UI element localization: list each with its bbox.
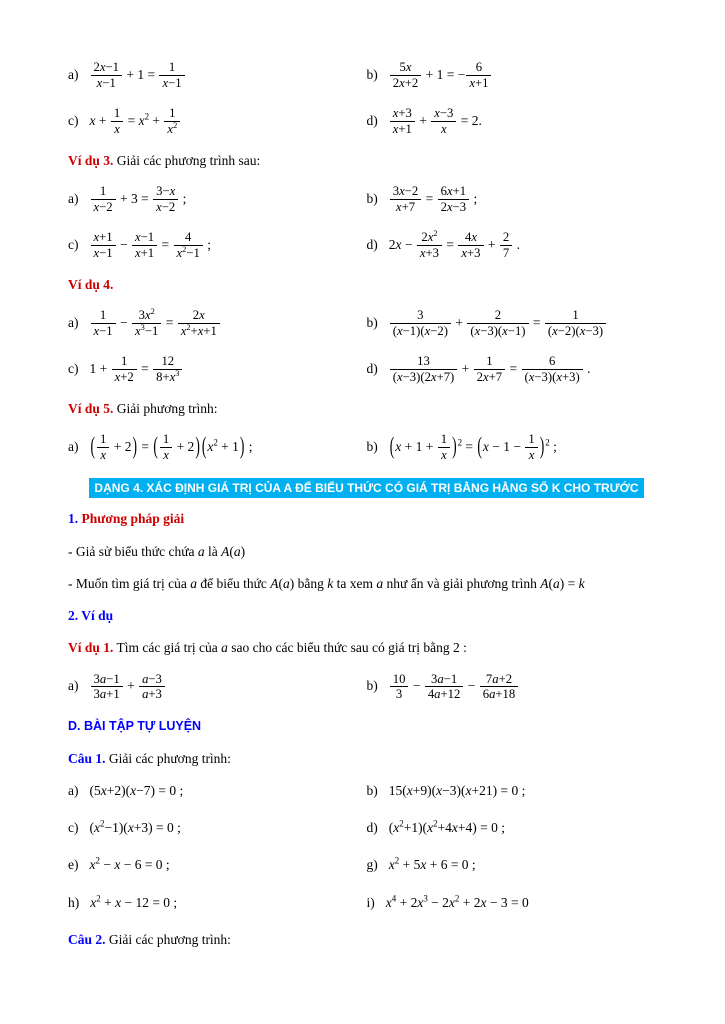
item-label: c)	[68, 820, 79, 836]
text-run: - Muốn tìm giá trị của	[68, 575, 191, 591]
fraction-numerator: 4	[185, 230, 192, 245]
fraction-numerator: 1	[162, 432, 170, 447]
fraction-denominator: $8+x^3$	[153, 369, 182, 385]
text-line	[68, 750, 665, 768]
fraction	[473, 354, 506, 385]
item-label: c)	[68, 236, 79, 252]
math-expression: $\frac{x+3}{x+1}$ + $\frac{x-3}{x}$ = 2.	[389, 113, 482, 128]
item-label: d)	[366, 236, 378, 252]
fraction-denominator: x+1	[132, 245, 157, 261]
fraction-denominator: $x^2$	[164, 121, 180, 137]
text-run: Giải phương trình:	[113, 401, 218, 417]
fraction	[389, 308, 452, 339]
problem-item-right	[367, 60, 666, 91]
problem-item-right	[367, 672, 666, 703]
text-line	[68, 607, 665, 625]
problem-item-right	[367, 782, 666, 800]
fraction	[90, 60, 123, 91]
text-run: Tìm các giá trị của	[113, 640, 222, 656]
problem-item-right	[367, 184, 666, 215]
fraction	[424, 672, 465, 703]
item-label: e)	[68, 857, 79, 873]
fraction	[90, 672, 124, 703]
item-label: a)	[68, 678, 79, 694]
text-run: Giải các phương trình sau:	[113, 152, 261, 168]
fraction-numerator: 2	[502, 230, 510, 245]
item-label: b)	[366, 678, 378, 694]
problem-item-left	[68, 60, 367, 91]
problem-row	[68, 894, 665, 912]
big-paren: (	[153, 431, 158, 459]
fraction	[437, 432, 451, 463]
heading-run: Câu 1.	[68, 750, 106, 766]
text-run: Giải các phương trình:	[105, 750, 231, 766]
fraction-numerator: 3a−1	[93, 671, 120, 686]
text-run: là	[204, 543, 222, 559]
problem-item-right	[367, 230, 666, 261]
fraction-denominator: (x−3)(x−1)	[467, 323, 528, 339]
math-expression: x + $\frac{1}{x}$ = $x^2$ + $\frac{1}{x^2}$	[90, 113, 182, 128]
inline-math: a	[197, 543, 205, 559]
section-banner: DẠNG 4. XÁC ĐỊNH GIÁ TRỊ CỦA A ĐỂ BIỂU THỨC CÓ GIÁ TRỊ BẰNG HẰNG SỐ K CHO TRƯỚC	[89, 478, 643, 498]
fraction-numerator: 1	[486, 354, 493, 369]
problem-item-right	[367, 432, 666, 463]
math-expression: $(x^2+1)(x^2+4x+4) = 0$ ;	[388, 818, 505, 836]
problem-row	[68, 230, 665, 261]
fraction	[138, 672, 166, 703]
fraction-denominator: (x−3)(x+3)	[522, 369, 583, 385]
fraction-numerator: 2x−1	[93, 60, 119, 74]
fraction	[457, 230, 484, 261]
math-expression: 2x − $\frac{2x^2}{x+3}$ = $\frac{4x}{x+3}$ + $\frac{2}{7}$ .	[388, 228, 520, 260]
fraction-numerator: x−3	[434, 105, 454, 120]
fraction-numerator: 3	[417, 308, 424, 323]
problem-row	[68, 354, 665, 385]
fraction	[90, 184, 117, 215]
item-label: c)	[68, 112, 79, 128]
fraction	[163, 106, 181, 137]
fraction-numerator: 7a+2	[485, 671, 513, 686]
fraction	[96, 432, 110, 463]
fraction	[111, 354, 138, 385]
fraction-numerator: x+1	[93, 230, 113, 245]
heading-run: Phương pháp giải	[78, 511, 185, 527]
problem-item-right	[367, 856, 666, 874]
fraction-denominator: 2x+2	[390, 75, 421, 91]
math-expression: 15(x+9)(x−3)(x+21) = 0 ;	[388, 782, 526, 798]
fraction-numerator: $3x^2$	[138, 306, 155, 323]
fraction	[466, 308, 529, 339]
text-line	[68, 400, 665, 418]
fraction	[90, 308, 117, 339]
text-line	[68, 510, 665, 528]
problem-row	[68, 184, 665, 215]
fraction-numerator: x−1	[135, 230, 155, 245]
math-expression: ( $\frac{1}{x}$ + 2) = ( $\frac{1}{x}$ + 2) $(x^2 + 1)$ ;	[90, 431, 253, 463]
fraction-denominator: x	[525, 447, 537, 463]
problem-item-right	[367, 894, 666, 912]
inline-math: k	[327, 575, 334, 591]
problem-row	[68, 856, 665, 874]
fraction-numerator: 6	[548, 354, 556, 369]
math-expression: $\frac{3a-1}{3a+1}$ + $\frac{a-3}{a+3}$	[90, 678, 166, 693]
problem-row	[68, 308, 665, 339]
fraction	[437, 184, 470, 215]
fraction-numerator: 10	[392, 671, 406, 686]
inline-math: A(a)	[221, 543, 246, 559]
problem-row	[68, 672, 665, 703]
fraction-numerator: a−3	[142, 671, 162, 686]
math-expression: $\frac{3}{(x-1)(x-2)}$ + $\frac{2}{(x-3)(x-1)}$ = $\frac{1}{(x-2)(x-3)}$	[389, 315, 607, 330]
fraction-denominator: x−1	[159, 75, 184, 91]
fraction-denominator: 6a+18	[480, 686, 519, 702]
fraction-denominator: 7	[500, 245, 512, 261]
heading-run: Ví dụ 1.	[68, 640, 114, 656]
problem-item-left	[68, 184, 367, 215]
problem-item-left	[68, 354, 367, 385]
text-run: như ẩn và giải phương trình	[383, 575, 541, 591]
heading-run: Ví dụ 4.	[68, 276, 114, 292]
fraction-denominator: x+1	[466, 75, 491, 91]
item-label: h)	[68, 894, 80, 910]
math-expression: $x^2 - x - 6 = 0$ ;	[89, 855, 170, 873]
big-paren: (	[90, 431, 95, 459]
big-paren: )	[195, 431, 200, 459]
item-label: a)	[68, 190, 79, 206]
big-paren: (	[477, 431, 482, 459]
big-paren: )	[239, 431, 245, 459]
text-run: để biểu thức	[196, 575, 271, 591]
problem-row	[68, 432, 665, 463]
fraction	[177, 308, 221, 339]
fraction-numerator: 3−x	[156, 184, 176, 199]
text-run: ta xem	[333, 575, 377, 591]
item-label: b)	[366, 782, 378, 798]
fraction-denominator: x	[438, 447, 450, 463]
fraction-numerator: 1	[113, 105, 121, 120]
text-line	[68, 152, 665, 170]
fraction-denominator: 4a+12	[425, 686, 464, 702]
fraction-numerator: x+3	[392, 105, 412, 120]
fraction-numerator: 1	[528, 432, 535, 447]
problem-item-left	[68, 856, 367, 874]
fraction-denominator: x−1	[91, 245, 116, 261]
math-expression: $\frac{5x}{2x+2}$ + 1 = − $\frac{6}{x+1}$	[389, 67, 493, 82]
math-expression: $\frac{3x-2}{x+7}$ = $\frac{6x+1}{2x-3}$ ;	[389, 191, 477, 206]
math-expression: $\frac{10}{3}$ − $\frac{3a-1}{4a+12}$ − $\frac{7a+2}{6a+18}$	[389, 678, 520, 693]
problem-row	[68, 782, 665, 800]
fraction	[521, 354, 584, 385]
math-expression: $(x^2-1)(x+3) = 0$ ;	[89, 818, 181, 836]
fraction	[152, 184, 179, 215]
item-label: a)	[68, 782, 79, 798]
fraction	[524, 432, 538, 463]
fraction-denominator: 3a+1	[91, 686, 123, 702]
problem-item-right	[367, 819, 666, 837]
inline-math: A(a) = k	[540, 575, 585, 591]
fraction	[389, 60, 422, 91]
fraction-denominator: x−1	[91, 323, 116, 339]
text-run: sao cho các biểu thức sau có giá trị bằng 2 :	[227, 640, 467, 656]
fraction	[90, 230, 117, 261]
inline-math: a	[376, 575, 384, 591]
inline-math: a	[221, 640, 228, 656]
text-line	[68, 543, 665, 561]
math-expression: (x + 1 + $\frac{1}{x}$ )$^2$ = (x − 1 − $\frac{1}{x}$ )$^2$ ;	[389, 431, 557, 463]
problem-row	[68, 106, 665, 137]
fraction-denominator: (x−1)(x−2)	[390, 323, 451, 339]
fraction-numerator: 4x	[464, 230, 477, 245]
fraction-denominator: a+3	[139, 686, 165, 702]
fraction-denominator: x+1	[390, 121, 415, 137]
document-body	[68, 60, 665, 949]
heading-run: D. BÀI TẬP TỰ LUYỆN	[68, 719, 202, 734]
fraction-numerator: 1	[169, 105, 176, 120]
fraction-numerator: $2x^2$	[421, 228, 438, 245]
text-line	[68, 575, 665, 593]
item-label: d)	[366, 112, 378, 128]
problem-item-left	[68, 106, 367, 137]
fraction-denominator: x+3	[417, 245, 442, 261]
fraction	[389, 184, 422, 215]
item-label: c)	[68, 360, 79, 376]
fraction	[389, 106, 416, 137]
fraction-denominator: 2x+7	[474, 369, 505, 385]
inline-math: A(a)	[270, 575, 295, 591]
fraction-denominator: x−1	[91, 75, 122, 91]
fraction-denominator: 2x−3	[438, 199, 469, 215]
problem-item-right	[367, 308, 666, 339]
math-expression: $\frac{x+1}{x-1}$ − $\frac{x-1}{x+1}$ = $\frac{4}{x^2-1}$ ;	[90, 237, 212, 252]
text-run: bằng	[294, 575, 328, 591]
fraction	[499, 230, 513, 261]
problem-item-right	[367, 106, 666, 137]
big-paren: (	[389, 431, 395, 459]
fraction-denominator: $x^2-1$	[174, 245, 203, 261]
math-expression: $\frac{1}{x-2}$ + 3 = $\frac{3-x}{x-2}$ ;	[90, 191, 187, 206]
item-label: a)	[68, 66, 79, 82]
fraction-denominator: 3	[390, 686, 409, 702]
fraction-numerator: 1	[100, 432, 107, 447]
problem-item-left	[68, 308, 367, 339]
heading-run: 2. Ví dụ	[68, 608, 114, 624]
text-run: - Giả sử biểu thức chứa	[68, 543, 198, 559]
fraction	[389, 672, 410, 703]
text-line	[68, 717, 665, 735]
fraction-numerator: 6	[475, 60, 483, 74]
text-line	[68, 639, 665, 657]
fraction-numerator: 1	[168, 60, 176, 74]
text-line	[68, 276, 665, 294]
math-expression: $\frac{2x-1}{x-1}$ + 1 = $\frac{1}{x-1}$	[90, 67, 186, 82]
fraction-denominator: (x−2)(x−3)	[545, 323, 606, 339]
problem-item-left	[68, 894, 367, 912]
math-expression: 1 + $\frac{1}{x+2}$ = $\frac{12}{8+x^3}$	[90, 361, 184, 376]
fraction-denominator: (x−3)(2x+7)	[390, 369, 458, 385]
item-label: b)	[366, 190, 378, 206]
big-paren: )	[452, 431, 457, 459]
fraction	[152, 354, 183, 385]
fraction-denominator: x	[111, 121, 123, 137]
item-label: g)	[366, 857, 378, 873]
item-label: i)	[366, 894, 375, 910]
fraction-denominator: x−2	[91, 199, 116, 215]
math-expression: $\frac{13}{(x-3)(2x+7)}$ + $\frac{1}{2x+7}$ = $\frac{6}{(x-3)(x+3)}$ .	[389, 361, 591, 376]
math-expression: (5x+2)(x−7) = 0 ;	[89, 782, 184, 798]
fraction-denominator: x	[431, 121, 456, 137]
fraction	[430, 106, 457, 137]
big-paren: (	[201, 431, 207, 459]
fraction-numerator: 1	[440, 432, 448, 447]
problem-item-left	[68, 672, 367, 703]
item-label: d)	[366, 360, 378, 376]
fraction-numerator: 1	[121, 354, 128, 369]
problem-item-left	[68, 230, 367, 261]
fraction-numerator: 6x+1	[440, 184, 467, 199]
big-paren: )	[539, 431, 545, 459]
heading-run: Ví dụ 3.	[68, 152, 114, 168]
inline-math: a	[190, 575, 197, 591]
fraction-denominator: x	[160, 447, 172, 463]
section-banner-row	[68, 478, 665, 498]
fraction	[131, 230, 158, 261]
fraction	[465, 60, 492, 91]
math-expression: $x^2 + 5x + 6 = 0$ ;	[388, 855, 476, 873]
fraction	[544, 308, 607, 339]
fraction-denominator: x+3	[458, 245, 483, 261]
fraction-denominator: $x^3-1$	[132, 323, 161, 339]
fraction	[416, 230, 443, 261]
problem-row	[68, 60, 665, 91]
fraction-denominator: $x^2+x+1$	[178, 323, 220, 339]
fraction	[131, 308, 162, 339]
fraction-numerator: 1	[99, 184, 107, 199]
problem-item-left	[68, 782, 367, 800]
fraction	[173, 230, 204, 261]
fraction-denominator: x	[97, 447, 109, 463]
text-line	[68, 931, 665, 949]
problem-item-right	[367, 354, 666, 385]
math-expression: $\frac{1}{x-1}$ − $\frac{3x^2}{x^3-1}$ = $\frac{2x}{x^2+x+1}$	[90, 315, 221, 330]
math-expression: $x^2 + x - 12 = 0$ ;	[90, 893, 178, 910]
heading-run: Ví dụ 5.	[68, 401, 114, 417]
fraction-numerator: 1	[99, 308, 107, 323]
fraction	[110, 106, 124, 137]
math-expression: $x^4 + 2x^3 - 2x^2 + 2x - 3 = 0$	[385, 893, 529, 910]
problem-item-left	[68, 819, 367, 837]
item-label: d)	[366, 820, 378, 836]
fraction-numerator: 1	[572, 308, 579, 323]
fraction-numerator: 2	[494, 308, 502, 323]
fraction-denominator: x−2	[153, 199, 178, 215]
fraction-numerator: 12	[161, 354, 175, 369]
text-run: Giải các phương trình:	[105, 931, 231, 947]
item-label: a)	[68, 438, 79, 454]
problem-item-left	[68, 432, 367, 463]
item-label: b)	[366, 314, 378, 330]
problem-row	[68, 819, 665, 837]
fraction-numerator: 13	[417, 354, 430, 369]
item-label: a)	[68, 314, 79, 330]
fraction-numerator: 3x−2	[392, 184, 419, 199]
fraction-numerator: 3a−1	[430, 671, 458, 686]
fraction	[158, 60, 185, 91]
item-label: b)	[366, 66, 378, 82]
fraction-denominator: x+7	[390, 199, 421, 215]
fraction-numerator: 2x	[192, 308, 205, 323]
fraction	[479, 672, 520, 703]
item-label: b)	[366, 438, 378, 454]
fraction	[389, 354, 459, 385]
fraction-numerator: 5x	[399, 60, 412, 74]
fraction-denominator: x+2	[112, 369, 137, 385]
fraction	[159, 432, 173, 463]
heading-run: Câu 2.	[68, 931, 106, 947]
big-paren: )	[132, 431, 137, 459]
heading-run: 1.	[68, 511, 79, 527]
